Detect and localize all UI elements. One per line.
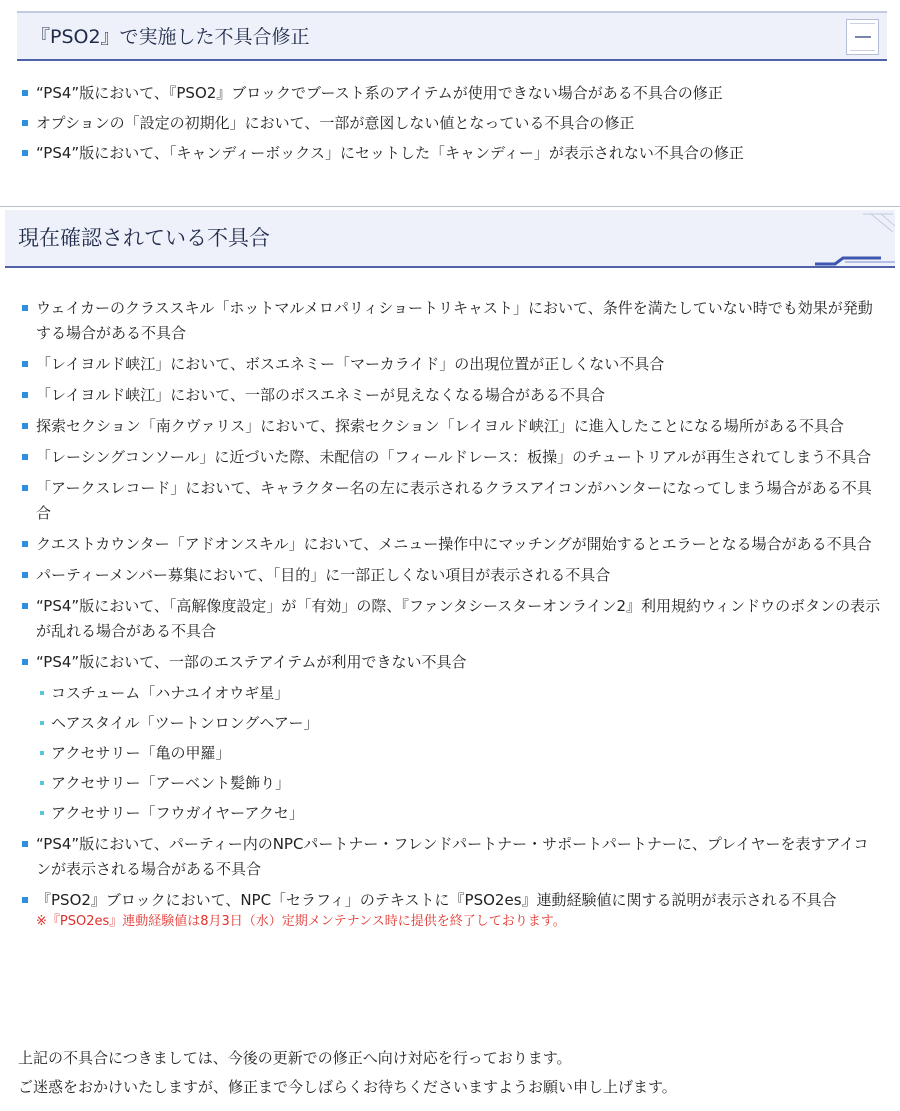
esthe-item-sublist: [36, 681, 882, 826]
square-bullet-icon: [22, 423, 28, 429]
small-bullet-icon: [40, 751, 44, 755]
section-known-header: [5, 210, 895, 268]
square-bullet-icon: [22, 659, 28, 665]
sub-list-item: アクセサリー「亀の甲羅」: [36, 741, 882, 766]
list-item: 「レイヨルド峡江」において、一部のボスエネミーが見えなくなる場合がある不具合: [20, 383, 882, 408]
square-bullet-icon: [22, 541, 28, 547]
note-text: ※『PSO2es』連動経験値は8月3日（水）定期メンテナンス時に提供を終了しております。: [36, 914, 566, 929]
square-bullet-icon: [22, 120, 28, 126]
list-item: クエストカウンター「アドオンスキル」において、メニュー操作中にマッチングが開始するとエラーとなる場合がある不具合: [20, 532, 882, 557]
square-bullet-icon: [22, 485, 28, 491]
square-bullet-icon: [22, 572, 28, 578]
square-bullet-icon: [22, 305, 28, 311]
sub-list-item: コスチューム「ハナユイオウギ星」: [36, 681, 882, 706]
small-bullet-icon: [40, 721, 44, 725]
square-bullet-icon: [22, 392, 28, 398]
small-bullet-icon: [40, 781, 44, 785]
list-item: “PS4”版において、「高解像度設定」が「有効」の際、『ファンタシースターオンライン2』利用規約ウィンドウのボタンの表示が乱れる場合がある不具合: [20, 594, 882, 644]
closing-message: [18, 1044, 888, 1102]
list-item: 「レーシングコンソール」に近づいた際、未配信の「フィールドレース：板操」のチュートリアルが再生されてしまう不具合: [20, 445, 882, 470]
square-bullet-icon: [22, 361, 28, 367]
list-item: “PS4”版において、「キャンディーボックス」にセットした「キャンディー」が表示されない不具合の修正: [20, 141, 880, 166]
closing-line: 上記の不具合につきましては、今後の更新での修正へ向け対応を行っております。: [18, 1049, 572, 1067]
collapse-button[interactable]: [846, 19, 879, 55]
sub-list-item: ヘアスタイル「ツートンロングヘアー」: [36, 711, 882, 736]
square-bullet-icon: [22, 90, 28, 96]
sub-list-item: アクセサリー「アーベント髪飾り」: [36, 771, 882, 796]
square-bullet-icon: [22, 150, 28, 156]
section-divider: [0, 206, 900, 207]
known-issues-list: [20, 296, 882, 937]
square-bullet-icon: [22, 603, 28, 609]
list-item: “PS4”版において、パーティー内のNPCパートナー・フレンドパートナー・サポートパートナーに、プレイヤーを表すアイコンが表示される場合がある不具合: [20, 832, 882, 882]
small-bullet-icon: [40, 691, 44, 695]
section-known-title: 現在確認されている不具合: [18, 226, 270, 250]
square-bullet-icon: [22, 454, 28, 460]
list-item: “PS4”版において、一部のエステアイテムが利用できない不具合 コスチューム「ハナユイオウギ星」 ヘアスタイル「ツートンロングヘアー」 アクセサリー「亀の甲羅」 アクセサリー「アーベント髪飾り」 アクセサリー「フウガイヤーアクセ」: [20, 650, 882, 826]
list-item: 「アークスレコード」において、キャラクター名の左に表示されるクラスアイコンがハンターになってしまう場合がある不具合: [20, 476, 882, 526]
square-bullet-icon: [22, 841, 28, 847]
list-item: パーティーメンバー募集において、「目的」に一部正しくない項目が表示される不具合: [20, 563, 882, 588]
list-item: 『PSO2』ブロックにおいて、NPC「セラフィ」のテキストに『PSO2es』連動経験値に関する説明が表示される不具合 ※『PSO2es』連動経験値は8月3日（水）定期メンテナンス時に提供を終了しております。: [20, 888, 882, 931]
list-item: 「レイヨルド峡江」において、ボスエネミー「マーカライド」の出現位置が正しくない不具合: [20, 352, 882, 377]
square-bullet-icon: [22, 897, 28, 903]
section-fixed-title: 『PSO2』で実施した不具合修正: [31, 26, 310, 48]
minus-icon: [855, 36, 871, 38]
list-item: 探索セクション「南クヴァリス」において、探索セクション「レイヨルド峡江」に進入したことになる場所がある不具合: [20, 414, 882, 439]
fixed-list: [20, 81, 880, 171]
list-item: “PS4”版において、『PSO2』ブロックでブースト系のアイテムが使用できない場合がある不具合の修正: [20, 81, 880, 106]
list-item: オプションの「設定の初期化」において、一部が意図しない値となっている不具合の修正: [20, 111, 880, 136]
header-decoration-icon: [785, 210, 895, 268]
section-fixed-header: [17, 11, 887, 61]
sub-list-item: アクセサリー「フウガイヤーアクセ」: [36, 801, 882, 826]
list-item: ウェイカーのクラススキル「ホットマルメロパリィショートリキャスト」において、条件を満たしていない時でも効果が発動する場合がある不具合: [20, 296, 882, 346]
closing-line: ご迷惑をおかけいたしますが、修正まで今しばらくお待ちくださいますようお願い申し上げます。: [18, 1078, 677, 1096]
small-bullet-icon: [40, 811, 44, 815]
